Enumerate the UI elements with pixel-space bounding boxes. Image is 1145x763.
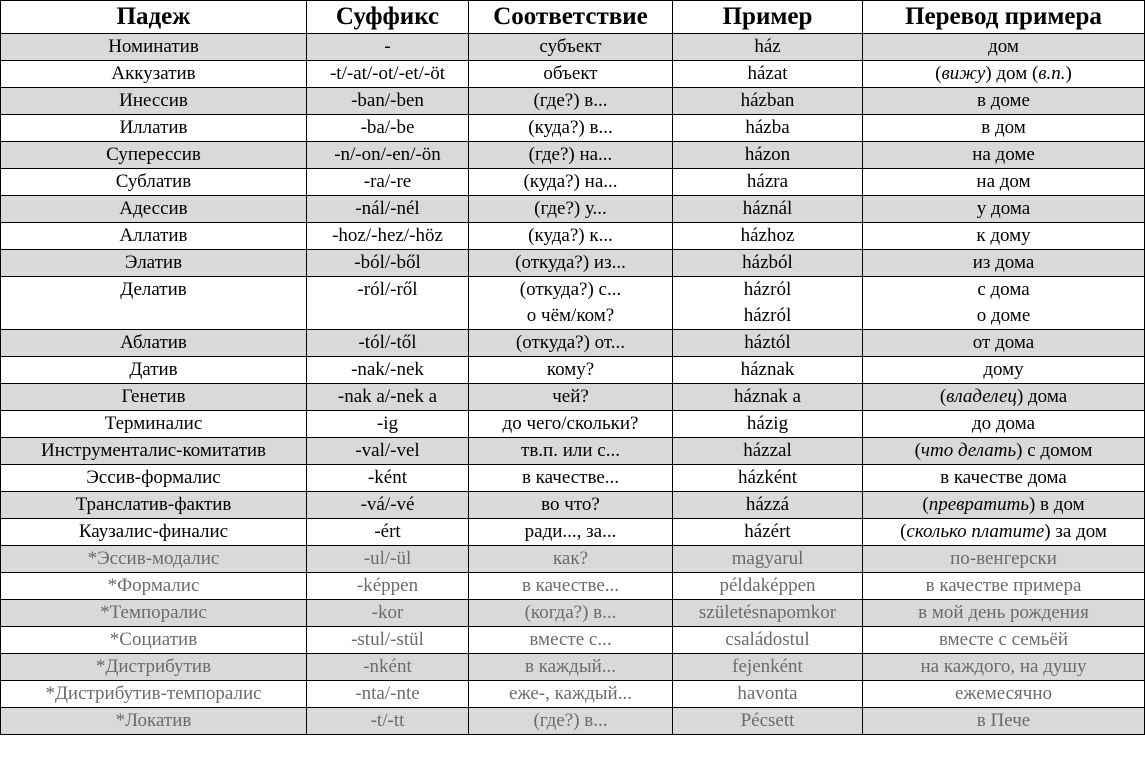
translation-text: ( bbox=[914, 440, 921, 461]
translation-cell: в качестве примера bbox=[863, 573, 1145, 600]
translation-cell bbox=[863, 438, 1145, 465]
example-cell: házba bbox=[673, 115, 863, 142]
case-cell: Датив bbox=[1, 357, 307, 384]
example-cell: házig bbox=[673, 411, 863, 438]
translation-cell: в доме bbox=[863, 88, 1145, 115]
suffix-cell: -hoz/-hez/-höz bbox=[307, 223, 469, 250]
example-cell: házból bbox=[673, 250, 863, 277]
translation-cell: дом bbox=[863, 34, 1145, 61]
translation-italic: сколько платите bbox=[906, 521, 1045, 542]
case-cell: Терминалис bbox=[1, 411, 307, 438]
translation-cell: по-венгерски bbox=[863, 546, 1145, 573]
example-cell: háznál bbox=[673, 196, 863, 223]
meaning-cell: в качестве... bbox=[469, 573, 673, 600]
suffix-cell: -vá/-vé bbox=[307, 492, 469, 519]
table-row bbox=[1, 600, 1145, 627]
table-row bbox=[1, 115, 1145, 142]
meaning-cell: (куда?) к... bbox=[469, 223, 673, 250]
suffix-cell: -nként bbox=[307, 654, 469, 681]
example-cell bbox=[673, 277, 863, 330]
case-cell: Суперессив bbox=[1, 142, 307, 169]
meaning-cell: (откуда?) от... bbox=[469, 330, 673, 357]
case-cell: *Социатив bbox=[1, 627, 307, 654]
translation-line: с дома bbox=[977, 279, 1030, 300]
translation-cell: у дома bbox=[863, 196, 1145, 223]
translation-cell: на каждого, на душу bbox=[863, 654, 1145, 681]
case-cell: Аккузатив bbox=[1, 61, 307, 88]
suffix-cell: -ként bbox=[307, 465, 469, 492]
meaning-cell: в качестве... bbox=[469, 465, 673, 492]
translation-text: ) bbox=[1065, 63, 1072, 84]
suffix-cell: -t/-tt bbox=[307, 708, 469, 735]
meaning-line: о чём/ком? bbox=[526, 305, 615, 326]
table-row bbox=[1, 88, 1145, 115]
header-meaning: Соответствие bbox=[469, 1, 673, 34]
case-cell: Номинатив bbox=[1, 34, 307, 61]
example-cell: házra bbox=[673, 169, 863, 196]
case-cell: Транслатив-фактив bbox=[1, 492, 307, 519]
meaning-cell: (где?) в... bbox=[469, 88, 673, 115]
suffix-cell: -ért bbox=[307, 519, 469, 546]
case-cell: Инессив bbox=[1, 88, 307, 115]
example-cell: ház bbox=[673, 34, 863, 61]
meaning-cell: объект bbox=[469, 61, 673, 88]
suffix-cell: -tól/-től bbox=[307, 330, 469, 357]
translation-text: ( bbox=[935, 63, 942, 84]
case-cell: Элатив bbox=[1, 250, 307, 277]
example-cell: születésnapomkor bbox=[673, 600, 863, 627]
suffix-cell: -nak a/-nek a bbox=[307, 384, 469, 411]
meaning-cell: во что? bbox=[469, 492, 673, 519]
meaning-cell: (где?) на... bbox=[469, 142, 673, 169]
example-cell: házként bbox=[673, 465, 863, 492]
example-cell: házon bbox=[673, 142, 863, 169]
table-row bbox=[1, 681, 1145, 708]
translation-text: ) с домом bbox=[1016, 440, 1093, 461]
suffix-cell: -ul/-ül bbox=[307, 546, 469, 573]
case-cell: Инструменталис-комитатив bbox=[1, 438, 307, 465]
meaning-cell: (куда?) в... bbox=[469, 115, 673, 142]
table-row bbox=[1, 330, 1145, 357]
case-cell: Делатив bbox=[1, 277, 307, 330]
header-suffix: Суффикс bbox=[307, 1, 469, 34]
example-cell: háznak bbox=[673, 357, 863, 384]
case-cell: *Локатив bbox=[1, 708, 307, 735]
case-cell: Аблатив bbox=[1, 330, 307, 357]
suffix-cell: -val/-vel bbox=[307, 438, 469, 465]
meaning-cell: чей? bbox=[469, 384, 673, 411]
example-line: házról bbox=[743, 279, 792, 300]
example-cell: házért bbox=[673, 519, 863, 546]
meaning-cell: (где?) у... bbox=[469, 196, 673, 223]
translation-line: о доме bbox=[976, 305, 1031, 326]
example-cell: házban bbox=[673, 88, 863, 115]
table-row bbox=[1, 708, 1145, 735]
example-cell: háztól bbox=[673, 330, 863, 357]
table-row bbox=[1, 654, 1145, 681]
translation-cell: в Пече bbox=[863, 708, 1145, 735]
suffix-cell: -képpen bbox=[307, 573, 469, 600]
translation-text: ) дома bbox=[1016, 386, 1068, 407]
case-cell: Эссив-формалис bbox=[1, 465, 307, 492]
example-cell: fejenként bbox=[673, 654, 863, 681]
case-cell: Аллатив bbox=[1, 223, 307, 250]
table-row bbox=[1, 196, 1145, 223]
suffix-cell: -ra/-re bbox=[307, 169, 469, 196]
case-cell: *Формалис bbox=[1, 573, 307, 600]
table-row bbox=[1, 223, 1145, 250]
translation-cell bbox=[863, 492, 1145, 519]
translation-text: ( bbox=[900, 521, 907, 542]
translation-italic: вижу bbox=[941, 63, 986, 84]
suffix-cell: -t/-at/-ot/-et/-öt bbox=[307, 61, 469, 88]
header-example: Пример bbox=[673, 1, 863, 34]
table-row bbox=[1, 438, 1145, 465]
meaning-cell: субъект bbox=[469, 34, 673, 61]
translation-italic: превратить bbox=[928, 494, 1029, 515]
meaning-cell: (откуда?) из... bbox=[469, 250, 673, 277]
table-row bbox=[1, 357, 1145, 384]
meaning-line: (откуда?) с... bbox=[519, 279, 622, 300]
translation-text: ) за дом bbox=[1044, 521, 1107, 542]
translation-cell: дому bbox=[863, 357, 1145, 384]
suffix-cell: -ba/-be bbox=[307, 115, 469, 142]
translation-cell: из дома bbox=[863, 250, 1145, 277]
suffix-cell: -ról/-ről bbox=[307, 277, 469, 330]
translation-cell: на дом bbox=[863, 169, 1145, 196]
translation-cell: ежемесячно bbox=[863, 681, 1145, 708]
meaning-cell: как? bbox=[469, 546, 673, 573]
meaning-cell: (когда?) в... bbox=[469, 600, 673, 627]
example-cell: házzá bbox=[673, 492, 863, 519]
meaning-cell: тв.п. или с... bbox=[469, 438, 673, 465]
table-row bbox=[1, 384, 1145, 411]
suffix-cell: -nak/-nek bbox=[307, 357, 469, 384]
table-row bbox=[1, 34, 1145, 61]
suffix-cell: -ban/-ben bbox=[307, 88, 469, 115]
translation-cell: в качестве дома bbox=[863, 465, 1145, 492]
translation-cell: в дом bbox=[863, 115, 1145, 142]
translation-cell: к дому bbox=[863, 223, 1145, 250]
translation-italic: владелец bbox=[946, 386, 1017, 407]
meaning-cell bbox=[469, 277, 673, 330]
case-cell: Сублатив bbox=[1, 169, 307, 196]
meaning-cell: ради..., за... bbox=[469, 519, 673, 546]
translation-text: ) в дом bbox=[1028, 494, 1085, 515]
example-cell: Pécsett bbox=[673, 708, 863, 735]
table-row bbox=[1, 465, 1145, 492]
suffix-cell: -kor bbox=[307, 600, 469, 627]
case-cell: *Дистрибутив-темпоралис bbox=[1, 681, 307, 708]
suffix-cell: -nál/-nél bbox=[307, 196, 469, 223]
suffix-cell: -ig bbox=[307, 411, 469, 438]
translation-text: ( bbox=[939, 386, 947, 407]
translation-cell bbox=[863, 384, 1145, 411]
suffix-cell: -ból/-ből bbox=[307, 250, 469, 277]
example-cell: házhoz bbox=[673, 223, 863, 250]
table-row bbox=[1, 169, 1145, 196]
translation-text: ( bbox=[922, 494, 929, 515]
suffix-cell: -n/-on/-en/-ön bbox=[307, 142, 469, 169]
translation-cell: до дома bbox=[863, 411, 1145, 438]
table-row bbox=[1, 519, 1145, 546]
translation-cell bbox=[863, 61, 1145, 88]
translation-italic: что делать bbox=[920, 440, 1017, 461]
table-row bbox=[1, 627, 1145, 654]
meaning-cell: (куда?) на... bbox=[469, 169, 673, 196]
example-cell: házat bbox=[673, 61, 863, 88]
suffix-cell: - bbox=[307, 34, 469, 61]
example-cell: családostul bbox=[673, 627, 863, 654]
table-row bbox=[1, 277, 1145, 330]
suffix-cell: -nta/-nte bbox=[307, 681, 469, 708]
example-cell: házzal bbox=[673, 438, 863, 465]
case-cell: Генетив bbox=[1, 384, 307, 411]
translation-cell: вместе с семьёй bbox=[863, 627, 1145, 654]
case-cell: *Эссив-модалис bbox=[1, 546, 307, 573]
meaning-cell: до чего/скольки? bbox=[469, 411, 673, 438]
case-cell: Адессив bbox=[1, 196, 307, 223]
example-cell: magyarul bbox=[673, 546, 863, 573]
header-case: Падеж bbox=[1, 1, 307, 34]
case-cell: *Дистрибутив bbox=[1, 654, 307, 681]
translation-cell: от дома bbox=[863, 330, 1145, 357]
example-cell: példaképpen bbox=[673, 573, 863, 600]
case-cell: Каузалис-финалис bbox=[1, 519, 307, 546]
meaning-cell: еже-, каждый... bbox=[469, 681, 673, 708]
meaning-cell: кому? bbox=[469, 357, 673, 384]
translation-italic: в.п. bbox=[1038, 63, 1066, 84]
meaning-cell: вместе с... bbox=[469, 627, 673, 654]
translation-cell: на доме bbox=[863, 142, 1145, 169]
table-row bbox=[1, 250, 1145, 277]
table-row bbox=[1, 573, 1145, 600]
table-row bbox=[1, 142, 1145, 169]
table-row bbox=[1, 546, 1145, 573]
translation-cell bbox=[863, 519, 1145, 546]
suffix-cell: -stul/-stül bbox=[307, 627, 469, 654]
example-cell: háznak a bbox=[673, 384, 863, 411]
header-translation: Перевод примера bbox=[863, 1, 1145, 34]
example-cell: havonta bbox=[673, 681, 863, 708]
meaning-cell: в каждый... bbox=[469, 654, 673, 681]
meaning-cell: (где?) в... bbox=[469, 708, 673, 735]
case-cell: Иллатив bbox=[1, 115, 307, 142]
translation-cell: в мой день рождения bbox=[863, 600, 1145, 627]
case-cell: *Темпоралис bbox=[1, 600, 307, 627]
translation-text: ) дом ( bbox=[985, 63, 1039, 84]
table-row bbox=[1, 492, 1145, 519]
header-row bbox=[1, 1, 1145, 34]
table-row bbox=[1, 411, 1145, 438]
table-row bbox=[1, 61, 1145, 88]
example-line: házról bbox=[743, 305, 792, 326]
translation-cell bbox=[863, 277, 1145, 330]
